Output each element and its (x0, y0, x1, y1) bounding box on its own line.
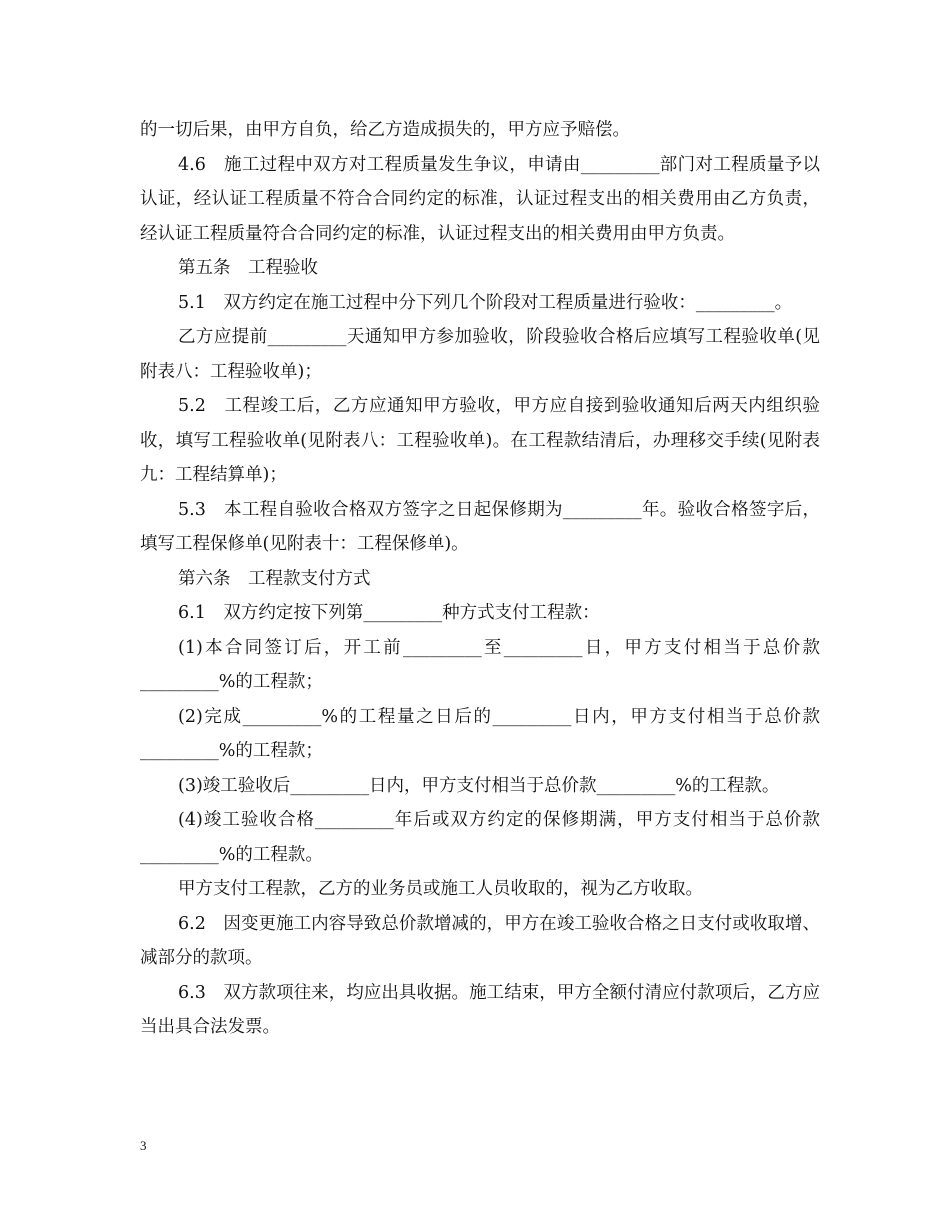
clause-5-2: 5.2 工程竣工后，乙方应通知甲方验收，甲方应自接到验收通知后两天内组织验收，填写工程验收单(见附表八：工程验收单)。在工程款结清后，办理移交手续(见附表九：工程结算单)； (140, 396, 820, 485)
payment-option-2: (2)完成_________%的工程量之日后的_________日内，甲方支付相当于总价款_________%的工程款； (140, 706, 820, 761)
clause-6-3: 6.3 双方款项往来，均应出具收据。施工结束，甲方全额付清应付款项后，乙方应当出具合法发票。 (140, 982, 820, 1037)
payment-option-1: (1)本合同签订后，开工前_________至_________日，甲方支付相当于总价款_________%的工程款； (140, 637, 820, 692)
clause-5-1: 5.1 双方约定在施工过程中分下列几个阶段对工程质量进行验收：_________。 (178, 292, 793, 313)
article-6-heading: 第六条 工程款支付方式 (178, 568, 371, 589)
stage-acceptance-notice: 乙方应提前_________天通知甲方参加验收，阶段验收合格后应填写工程验收单(见附表八：工程验收单)； (140, 327, 820, 382)
clause-4-6: 4.6 施工过程中双方对工程质量发生争议，申请由_________部门对工程质量予以认证，经认证工程质量不符合合同约定的标准，认证过程支出的相关费用由乙方负责，经认证工程质量符合合同约定的标准，认证过程支出的相关费用由甲方负责。 (140, 154, 820, 244)
clause-6-1: 6.1 双方约定按下列第_________种方式支付工程款： (178, 603, 600, 623)
payment-option-4: (4)竣工验收合格_________年后或双方约定的保修期满，甲方支付相当于总价款_________%的工程款。 (140, 810, 820, 865)
paragraph-continuation: 的一切后果，由甲方自负，给乙方造成损失的，甲方应予赔偿。 (140, 120, 630, 140)
article-5-heading: 第五条 工程验收 (178, 258, 318, 278)
page-number: 3 (140, 1138, 147, 1153)
payment-receipt-note: 甲方支付工程款，乙方的业务员或施工人员收取的，视为乙方收取。 (178, 879, 703, 899)
document-body (140, 113, 820, 1045)
clause-6-2: 6.2 因变更施工内容导致总价款增减的，甲方在竣工验收合格之日支付或收取增、减部分的款项。 (140, 913, 820, 968)
payment-option-3: (3)竣工验收后_________日内，甲方支付相当于总价款_________%的工程款。 (178, 775, 780, 796)
clause-5-3: 5.3 本工程自验收合格双方签字之日起保修期为_________年。验收合格签字后，填写工程保修单(见附表十：工程保修单)。 (140, 499, 820, 554)
